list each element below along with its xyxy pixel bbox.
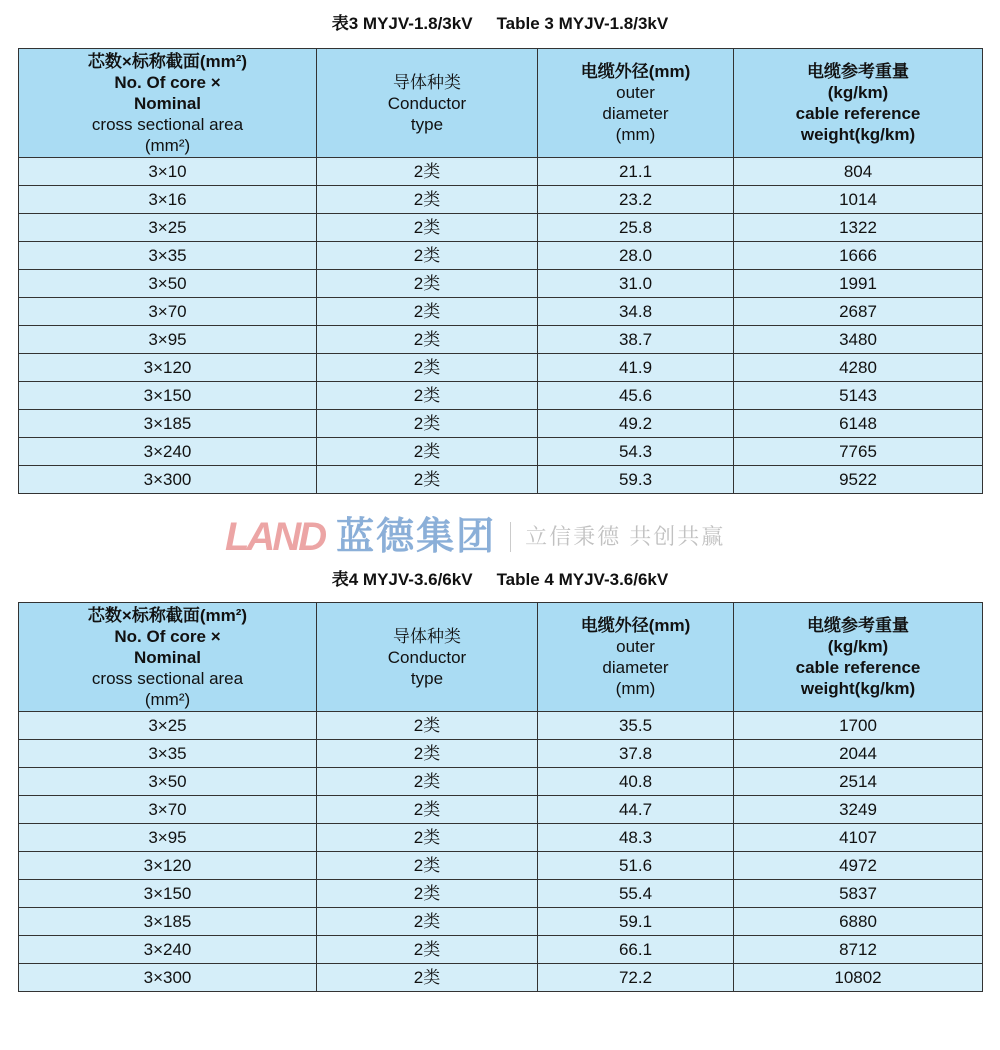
table-cell: 3×95 [19,326,317,354]
table-row [19,158,983,186]
table-row [19,964,983,992]
table-cell: 2514 [734,768,983,796]
header-line: diameter [602,104,669,123]
table-cell: 4280 [734,354,983,382]
table-cell: 2类 [317,382,538,410]
table-cell: 4972 [734,852,983,880]
table-cell: 3×150 [19,880,317,908]
header-line: (mm) [615,679,656,698]
table-cell: 2类 [317,158,538,186]
table-3 [18,48,983,494]
header-line: cable reference [795,658,921,677]
table-cell: 3249 [734,796,983,824]
table-cell: 3×185 [19,908,317,936]
header-line: type [410,114,444,134]
table-cell: 3×25 [19,712,317,740]
table-cell: 66.1 [538,936,734,964]
table-cell: 9522 [734,466,983,494]
table-cell: 3×240 [19,936,317,964]
table-cell: 1666 [734,242,983,270]
table-cell: 3×10 [19,158,317,186]
header-line: (mm²) [144,689,191,709]
table-cell: 2类 [317,964,538,992]
title-cn: 表4 MYJV-3.6/6kV [331,570,473,589]
header-line: No. Of core × [114,626,221,646]
header-line: Conductor [387,93,467,113]
table-cell: 2类 [317,880,538,908]
header-line: 电缆参考重量 [807,62,909,81]
table-cell: 3×300 [19,466,317,494]
table-cell: 25.8 [538,214,734,242]
table-cell: 2类 [317,908,538,936]
table-cell: 2类 [317,326,538,354]
table-row [19,214,983,242]
table-row [19,908,983,936]
table-cell: 2类 [317,936,538,964]
table-cell: 804 [734,158,983,186]
table-cell: 2类 [317,354,538,382]
table-row [19,466,983,494]
table-row [19,852,983,880]
header-line: Conductor [387,647,467,667]
table-cell: 2类 [317,186,538,214]
table-cell: 1991 [734,270,983,298]
table-cell: 3×150 [19,382,317,410]
table-row [19,768,983,796]
table-cell: 44.7 [538,796,734,824]
header-line: diameter [602,658,669,677]
table-cell: 4107 [734,824,983,852]
title-en: Table 3 MYJV-1.8/3kV [496,14,669,33]
header-line: 导体种类 [393,72,461,92]
table-cell: 37.8 [538,740,734,768]
table-cell: 3×300 [19,964,317,992]
title-cn: 表3 MYJV-1.8/3kV [331,14,473,33]
table-row [19,326,983,354]
table-cell: 2044 [734,740,983,768]
table-row [19,796,983,824]
table-4-title [0,570,1000,590]
table-cell: 3×240 [19,438,317,466]
column-header [734,49,983,158]
table-cell: 6148 [734,410,983,438]
table-cell: 59.1 [538,908,734,936]
table-cell: 45.6 [538,382,734,410]
table-cell: 3×70 [19,796,317,824]
table-cell: 2类 [317,768,538,796]
table-row [19,824,983,852]
table-cell: 48.3 [538,824,734,852]
table-cell: 2类 [317,270,538,298]
column-header [19,603,317,712]
table-cell: 5837 [734,880,983,908]
table-cell: 2类 [317,852,538,880]
table-cell: 2类 [317,824,538,852]
table-cell: 10802 [734,964,983,992]
table-cell: 2类 [317,740,538,768]
table-cell: 3×16 [19,186,317,214]
table-cell: 59.3 [538,466,734,494]
table-cell: 28.0 [538,242,734,270]
header-line: cross sectional area [91,668,244,688]
table-3-title [0,14,1000,34]
table-cell: 21.1 [538,158,734,186]
column-header [19,49,317,158]
table-cell: 31.0 [538,270,734,298]
table-cell: 3×50 [19,270,317,298]
table-cell: 2类 [317,796,538,824]
header-line: cable reference [795,104,921,123]
header-line: Nominal [133,647,202,667]
table-cell: 49.2 [538,410,734,438]
table-cell: 40.8 [538,768,734,796]
table-row [19,270,983,298]
header-line: 芯数×标称截面(mm²) [87,51,248,71]
header-line: (mm) [615,125,656,144]
column-header [538,603,734,712]
table-cell: 2687 [734,298,983,326]
table-cell: 2类 [317,214,538,242]
column-header [317,603,538,712]
table-cell: 6880 [734,908,983,936]
header-row [19,603,983,712]
header-line: No. Of core × [114,72,221,92]
header-line: 芯数×标称截面(mm²) [87,605,248,625]
table-row [19,880,983,908]
table-cell: 1700 [734,712,983,740]
header-line: Nominal [133,93,202,113]
watermark-slogan: 立信秉德 共创共赢 [525,524,726,549]
header-line: weight(kg/km) [800,125,916,144]
table-row [19,242,983,270]
header-line: 导体种类 [393,626,461,646]
table-row [19,186,983,214]
table-row [19,936,983,964]
watermark-logo [225,514,725,560]
watermark-logo-text: LAND [225,515,325,559]
table-cell: 7765 [734,438,983,466]
table-row [19,712,983,740]
table-cell: 3×185 [19,410,317,438]
table-cell: 3×35 [19,242,317,270]
table-cell: 2类 [317,298,538,326]
table-cell: 34.8 [538,298,734,326]
table-cell: 55.4 [538,880,734,908]
header-line: type [410,668,444,688]
column-header [538,49,734,158]
table-cell: 3×50 [19,768,317,796]
table-cell: 8712 [734,936,983,964]
table-cell: 2类 [317,466,538,494]
table-cell: 1322 [734,214,983,242]
column-header [734,603,983,712]
header-line: 电缆参考重量 [807,616,909,635]
table-cell: 54.3 [538,438,734,466]
table-cell: 2类 [317,242,538,270]
column-header [317,49,538,158]
table-cell: 3×70 [19,298,317,326]
table-cell: 2类 [317,712,538,740]
header-line: cross sectional area [91,114,244,134]
header-line: outer [616,83,655,102]
watermark-company: 蓝德集团 [336,516,497,558]
table-4 [18,602,983,992]
table-cell: 38.7 [538,326,734,354]
table-cell: 3×35 [19,740,317,768]
header-line: (mm²) [144,135,191,155]
header-line: (kg/km) [827,83,889,102]
table-row [19,354,983,382]
table-row [19,410,983,438]
table-row [19,298,983,326]
table-cell: 3×25 [19,214,317,242]
table-cell: 3×95 [19,824,317,852]
table-cell: 23.2 [538,186,734,214]
header-line: outer [616,637,655,656]
watermark-divider [510,522,511,552]
table-cell: 3480 [734,326,983,354]
table-cell: 72.2 [538,964,734,992]
table-row [19,740,983,768]
table-cell: 3×120 [19,852,317,880]
table-cell: 3×120 [19,354,317,382]
table-cell: 1014 [734,186,983,214]
table-cell: 2类 [317,438,538,466]
title-en: Table 4 MYJV-3.6/6kV [496,570,669,589]
table-cell: 41.9 [538,354,734,382]
table-cell: 35.5 [538,712,734,740]
table-cell: 2类 [317,410,538,438]
table-cell: 51.6 [538,852,734,880]
header-row [19,49,983,158]
header-line: weight(kg/km) [800,679,916,698]
header-line: (kg/km) [827,637,889,656]
table-row [19,382,983,410]
header-line: 电缆外径(mm) [580,62,691,81]
header-line: 电缆外径(mm) [580,616,691,635]
table-row [19,438,983,466]
table-cell: 5143 [734,382,983,410]
